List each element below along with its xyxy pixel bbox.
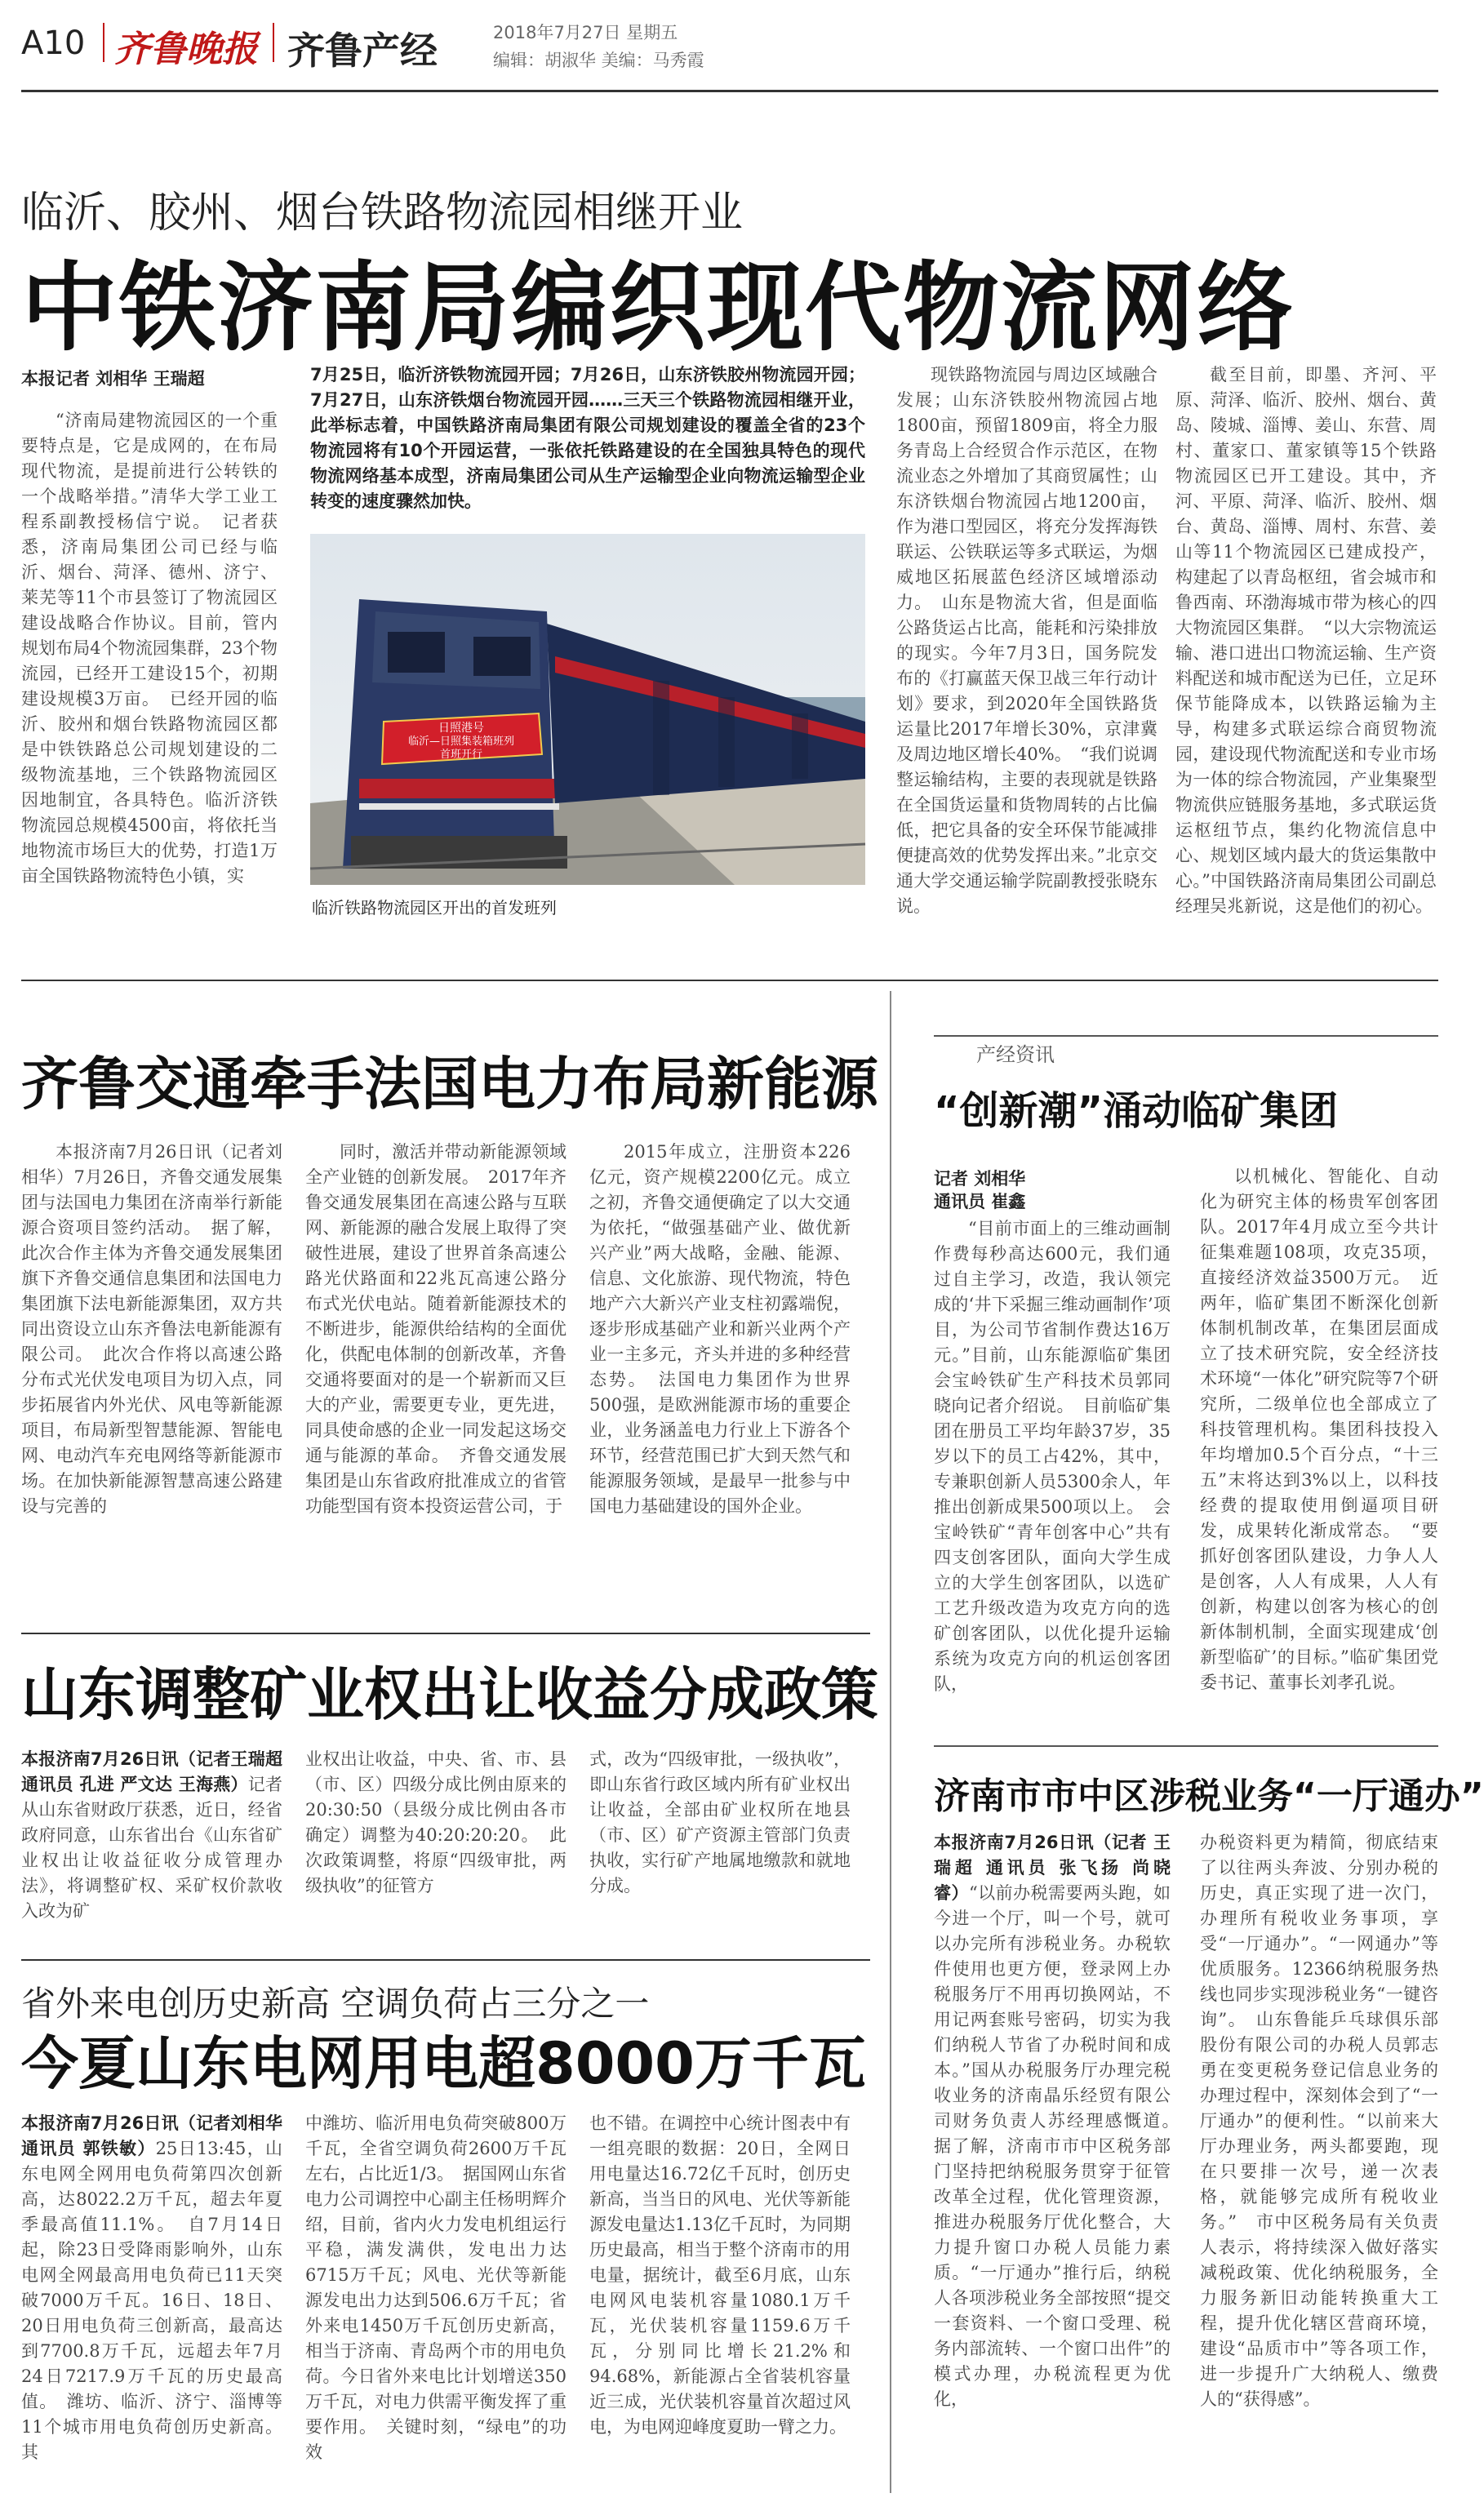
page-number: A10 <box>21 24 86 62</box>
article-column: 截至目前，即墨、齐河、平原、菏泽、临沂、胶州、烟台、黄岛、陵城、淄博、姜山、东营、周村、董家口、董家镇等15个铁路物流园区已开工建设。其中，齐河、平原、菏泽、临沂、胶州、烟台、黄岛、淄博、周村、东营、姜山等11个物流园区已建成投产，构建起了以青岛枢纽，省会城市和鲁西南、环渤海城市带为核心的四大物流园区集群。 “以大宗物流运输、港口进出口物流运输、生产资料配送和城市配送为已任，立足环保节能降成本，以铁路运输为主导，构建多式联运综合商贸物流园，建设现代物流配送和专业市场为一体的综合物流园，产业集聚型物流供应链服务基地，多式联运货运枢纽节点，集约化物流信息中心、规划区域内最大的货运集散中心。”中国铁路济南局集团公司副总经理吴兆新说，这是他们的初心。 <box>1175 365 1437 916</box>
article-byline: 记者 刘相华 <box>934 1169 1026 1189</box>
paper-logo: 齐鲁晚报 <box>114 29 258 70</box>
article-byline: 通讯员 崔鑫 <box>934 1192 1026 1211</box>
article-column: “目前市面上的三维动画制作费每秒高达600元，我们通过自主学习，改造，我认领完成的‘井下采掘三维动画制作’项目，为公司节省制作费达16万元。”目前，山东能源临矿集团会宝岭铁矿生产科技术员郭同晓向记者介绍说。 目前临矿集团在册员工平均年龄37岁，35岁以下的员工占42%，其中，专兼职创新人员5300余人，年推出创新成果500项以上。 会宝岭铁矿“青年创客中心”共有四支创客团队，面向大学生成立的大学生创客团队，以选矿工艺升级改造为攻克方向的选矿创客团队，以优化提升运输系统为攻克方向的机运创客团队， <box>934 1219 1171 1694</box>
header-rule <box>21 90 1438 92</box>
article-byline: 本报济南7月26日讯（记者王瑞超 通讯员 孔进 严文达 王海燕） <box>21 1749 282 1794</box>
article-headline: 齐鲁交通牵手法国电力布局新能源 <box>21 1051 878 1118</box>
article-headline: 中铁济南局编织现代物流网络 <box>21 251 1295 364</box>
section-rule <box>21 980 1438 981</box>
article-column: 业权出让收益，中央、省、市、县（市、区）四级分成比例由原来的20:30:50（县级分成比例由各市确定）调整为40:20:20:20。 此次政策调整，将原“四级审批，两级执收”的征管方 <box>305 1749 566 1895</box>
train-photo <box>310 534 865 885</box>
header-separator <box>103 23 104 62</box>
banner-line: 日照港号 <box>438 722 484 735</box>
article-lead: 7月25日，临沂济铁物流园开园；7月26日，山东济铁胶州物流园开园；7月27日，山东济铁烟台物流园开园……三天三个铁路物流园相继开业，此举标志着，中国铁路济南局集团有限公司规划建设的覆盖全省的23个物流园将有10个开园运营，一张依托铁路建设的在全国独具特色的现代物流网络基本成型，济南局集团公司从生产运输型企业向物流运输型企业转变的速度骤然加快。 <box>310 365 865 511</box>
article-headline: “创新潮”涌动临矿集团 <box>934 1088 1339 1134</box>
column-divider <box>890 991 891 2493</box>
article-column: 式，改为“四级审批，一级执收”，即山东省行政区域内所有矿业权出让收益，全部由矿业权所在地县（市、区）矿产资源主管部门负责执收，实行矿产地属地缴款和就地分成。 <box>589 1749 851 1895</box>
issue-date: 2018年7月27日 星期五 <box>493 23 678 42</box>
article-headline: 山东调整矿业权出让收益分成政策 <box>21 1661 878 1728</box>
article-column: 同时，激活并带动新能源领域全产业链的创新发展。 2017年齐鲁交通发展集团在高速公路与互联网、新能源的融合发展上取得了突破性进展，建设了世界首条高速公路光伏路面和22兆瓦高速公路分布式光伏电站。随着新能源技术的不断进步，能源供给结构的全面优化，供配电体制的创新改革，齐鲁交通将要面对的是一个崭新而又巨大的产业，需要更专业，更先进，同具使命感的企业一同发起这场交通与能源的革命。 齐鲁交通发展集团是山东省政府批准成立的省管功能型国有资本投资运营公司，于 <box>305 1142 566 1516</box>
section-title: 齐鲁产经 <box>287 29 438 73</box>
editor-credits: 编辑：胡淑华 美编：马秀霞 <box>493 51 704 70</box>
article-byline: 本报济南7月26日讯（记者刘相华 通讯员 郭铁敏） <box>21 2113 282 2158</box>
article-column: 本报济南7月26日讯（记者王瑞超 通讯员 孔进 严文达 王海燕）记者从山东省财政厅获悉，近日，经省政府同意，山东省出台《山东省矿业权出让收益征收分成管理办法》，将调整矿权、采矿权价款收入改为矿 <box>21 1749 283 1921</box>
banner-line: 首班开行 <box>439 749 483 761</box>
article-byline: 本报济南7月26日讯（记者 王瑞超 通讯员 张飞扬 尚晓睿） <box>934 1833 1171 1903</box>
article-column: 也不错。在调控中心统计图表中有一组亮眼的数据：20日，全网日用电量达16.72亿千瓦时，创历史新高，当当日的风电、光伏等新能源发电量达1.13亿千瓦时，为同期历史最高，相当于整个济南市的用电量，据统计，截至6月底，山东电网风电装机容量1080.1万千瓦，光伏装机容量1159.6万千瓦，分别同比增长21.2%和94.68%，新能源占全省装机容量近三成，光伏装机容量首次超过风电，为电网迎峰度夏助一臂之力。 <box>589 2113 851 2437</box>
train-photo-illustration <box>310 534 865 885</box>
box-label: 产经资讯 <box>976 1043 1055 1066</box>
section-rule <box>21 1959 870 1961</box>
box-rule <box>934 1745 1438 1747</box>
article-column: 现铁路物流园与周边区域融合发展；山东济铁胶州物流园占地1800亩，预留1809亩，将全力服务青岛上合经贸合作示范区，在物流业态之外增加了其商贸属性；山东济铁烟台物流园占地1200亩，作为港口型园区，将充分发挥海铁联运、公铁联运等多式联运，为烟威地区拓展蓝色经济区域增添动力。 山东是物流大省，但是面临公路货运占比高，能耗和污染排放的现实。今年7月3日，国务院发布的《打赢蓝天保卫战三年行动计划》要求，到2020年全国铁路货运量比2017年增长30%，京津冀及周边地区增长40%。 “我们说调整运输结构，主要的表现就是铁路在全国货运量和货物周转的占比偏低，把它具备的安全环保节能减排便捷高效的优势发挥出来。”北京交通大学交通运输学院副教授张晓东说。 <box>896 365 1157 916</box>
article-column: “济南局建物流园区的一个重要特点是，它是成网的，在布局现代物流，是提前进行公转铁的一个战略举措。”清华大学工业工程系副教授杨信宁说。 记者获悉，济南局集团公司已经与临沂、烟台、菏泽、德州、济宁、莱芜等11个市县签订了物流园区建设战略合作协议。目前，管内规划布局4个物流园集群，23个物流园，已经开工建设15个，初期建设规模3万亩。 已经开园的临沂、胶州和烟台铁路物流园区都是中铁铁路总公司规划建设的二级物流基地，三个铁路物流园区因地制宜，各具特色。临沂济铁物流园总规模4500亩，将依托当地物流市场巨大的优势，打造1万亩全国铁路物流特色小镇，实 <box>21 411 278 886</box>
article-kicker: 临沂、胶州、烟台铁路物流园相继开业 <box>21 189 744 238</box>
article-headline: 今夏山东电网用电超8000万千瓦 <box>21 2030 866 2097</box>
article-column: 中潍坊、临沂用电负荷突破800万千瓦，全省空调负荷2600万千瓦左右，占比近1/3。 据国网山东省电力公司调控中心副主任杨明辉介绍，目前，省内火力发电机组运行平稳，满发满供，发电出力达6715万千瓦；风电、光伏等新能源发电出力达到506.6万千瓦；省外来电1450万千瓦创历史新高，相当于济南、青岛两个市的用电负荷。今日省外来电比计划增送350万千瓦，对电力供需平衡发挥了重要作用。 关键时刻，“绿电”的功效 <box>305 2113 566 2462</box>
section-rule <box>21 1633 870 1634</box>
article-column: 本报济南7月26日讯（记者 王瑞超 通讯员 张飞扬 尚晓睿）“以前办税需要两头跑，如今进一个厅，叫一个号，就可以办完所有涉税业务。办税软件使用也更方便，登录网上办税服务厅不用再切换网站，不用记两套账号密码，切实为我们纳税人节省了办税时间和成本。”国从办税服务厅办理完税收业务的济南晶乐经贸有限公司财务负责人苏经理感慨道。 据了解，济南市市中区税务部门坚持把纳税服务贯穿于征管改革全过程，优化管理资源，推进办税服务厅优化整合，大力提升窗口办税人员能力素质。“一厅通办”推行后，纳税人各项涉税业务全部按照“提交一套资料、一个窗口受理、税务内部流转、一个窗口出件”的模式办理，办税流程更为优化， <box>934 1833 1188 2409</box>
banner-line: 临沂—日照集装箱班列 <box>407 735 515 748</box>
article-column: 2015年成立，注册资本226亿元，资产规模2200亿元。成立之初，齐鲁交通便确定了以大交通为依托，“做强基础产业、做优新兴产业”两大战略，金融、能源、信息、文化旅游、现代物流，特色地产六大新兴产业支柱初露端倪，逐步形成基础产业和新兴业两个产业一主多元，齐头并进的多种经营态势。 法国电力集团作为世界500强，是欧洲能源市场的重要企业，业务涵盖电力行业上下游各个环节，经营范围已扩大到天然气和能源服务领域，是最早一批参与中国电力基础建设的国外企业。 <box>589 1142 851 1516</box>
header-separator <box>273 23 274 62</box>
article-column: 本报济南7月26日讯（记者刘相华）7月26日，齐鲁交通发展集团与法国电力集团在济南举行新能源合资项目签约活动。 据了解，此次合作主体为齐鲁交通发展集团旗下齐鲁交通信息集团和法国电力集团旗下法电新能源集团，双方共同出资设立山东齐鲁法电新能源有限公司。 此次合作将以高速公路分布式光伏发电项目为切入点，同步拓展省内外光伏、风电等新能源项目，布局新型智慧能源、智能电网、电动汽车充电网络等新能源市场。在加快新能源智慧高速公路建设与完善的 <box>21 1142 282 1516</box>
box-rule <box>934 1035 1438 1037</box>
article-column: 以机械化、智能化、自动化为研究主体的杨贵军创客团队。2017年4月成立至今共计征集难题108项，攻克35项，直接经济效益3500万元。 近两年，临矿集团不断深化创新体制机制改革，在集团层面成立了技术研究院，安全经济技术环境“一体化”研究院等7个研究所，二级单位也全部成立了科技管理机构。集团科技投入年均增加0.5个百分点，“十三五”末将达到3%以上，以科技经费的提取使用倒逼项目研发，成果转化渐成常态。 “要抓好创客团队建设，力争人人是创客，人人有成果，人人有创新，构建以创客为核心的创新体制机制，全面实现建成‘创新型临矿’的目标。”临矿集团党委书记、董事长刘孝孔说。 <box>1200 1167 1438 1692</box>
article-column: 本报济南7月26日讯（记者刘相华 通讯员 郭铁敏）25日13:45，山东电网全网用电负荷第四次创新高，达8022.2万千瓦，超去年夏季最高值11.1%。 自7月14日起，除23日受降雨影响外，山东电网全网最高用电负荷已11天突破7000万千瓦。16日、18日、20日用电负荷三创新高，最高达到7700.8万千瓦，远超去年7月24日7217.9万千瓦的历史最高值。 潍坊、临沂、济宁、淄博等11个城市用电负荷创历史新高。其 <box>21 2113 282 2462</box>
article-column: 办税资料更为精简，彻底结束了以往两头奔波、分别办税的历史，真正实现了进一次门，办理所有税收业务事项，享受“一厅通办”。“一网通办”等优质服务。12366纳税服务热线也同步实现涉税业务“一键咨询”。 山东鲁能乒乓球俱乐部股份有限公司的办税人员郭志勇在变更税务登记信息业务的办理过程中，深刻体会到了“一厅通办”的便利性。“以前来大厅办理业务，两头都要跑，现在只要排一次号，递一次表格，就能够完成所有税收业务。” 市中区税务局有关负责人表示，将持续深入做好落实减税政策、优化纳税服务，全力服务新旧动能转换重大工程，提升优化辖区营商环境，建设“品质市中”等各项工作，进一步提升广大纳税人、缴费人的“获得感”。 <box>1200 1833 1438 2409</box>
article-kicker: 省外来电创历史新高 空调负荷占三分之一 <box>21 1984 650 2024</box>
photo-caption: 临沂铁路物流园区开出的首发班列 <box>312 898 557 918</box>
article-headline: 济南市市中区涉税业务“一厅通办” <box>934 1775 1484 1817</box>
article-byline: 本报记者 刘相华 王瑞超 <box>21 369 205 389</box>
